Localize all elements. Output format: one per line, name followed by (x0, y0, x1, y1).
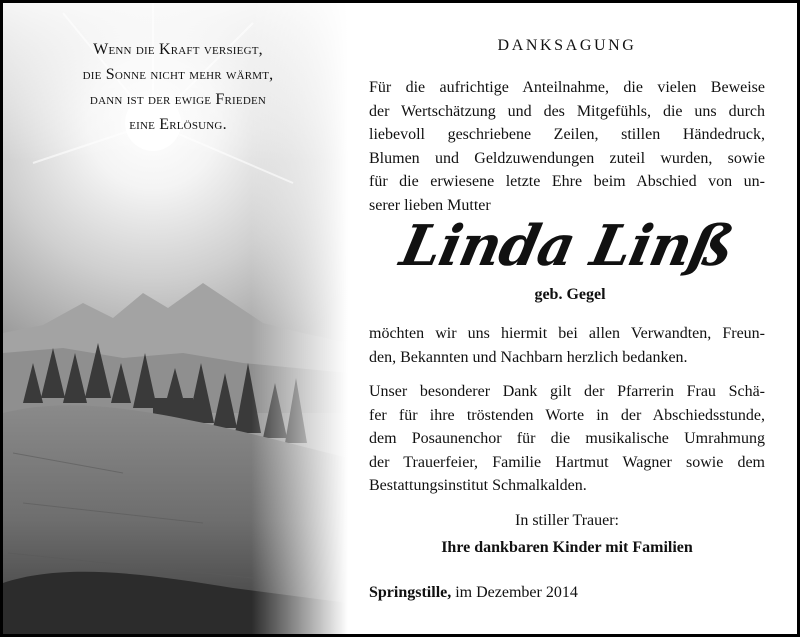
intro-line: für die erwiesene letzte Ehre beim Abschied von un- (369, 173, 765, 191)
notice-heading: DANKSAGUNG (497, 37, 637, 54)
poem-line: Wenn die Kraft versiegt, (93, 41, 263, 58)
deceased-name: Linda Linß (394, 213, 740, 279)
birth-name: geb. Gegel (534, 286, 606, 303)
notice-text (369, 3, 765, 634)
special-line: der Trauerfeier, Familie Hartmut Wagner sowie dem (369, 453, 765, 471)
place-date (369, 584, 765, 602)
landscape-photo-panel (3, 3, 348, 634)
poem (13, 37, 343, 137)
intro-line: serer lieben Mutter (369, 196, 491, 214)
mourning-line: In stiller Trauer: (515, 512, 619, 529)
intro-line: Für die aufrichtige Anteilnahme, die vielen Beweise (369, 79, 765, 96)
intro-line: Blumen und Geldzuwendungen zuteil wurden, sowie (369, 149, 765, 167)
intro-line: der Wertschätzung und des Mitgefühls, die uns durch (369, 102, 765, 120)
thanks-line: möchten wir uns hiermit bei allen Verwandten, Freun- (369, 325, 765, 342)
poem-line: die Sonne nicht mehr wärmt, (82, 66, 274, 83)
poem-line: eine Erlösung. (129, 116, 227, 133)
special-line: Unser besonderer Dank gilt der Pfarrerin Frau Schä- (369, 383, 765, 400)
date-text: im Dezember 2014 (455, 584, 578, 601)
intro-line: liebevoll geschriebene Zeilen, stillen Händedruck, (369, 126, 765, 144)
thanks-paragraph (369, 322, 765, 369)
special-line: Bestattungsinstitut Schmalkalden. (369, 477, 587, 495)
poem-line: dann ist der ewige Frieden (89, 91, 267, 108)
place-name: Springstille, (369, 584, 452, 601)
special-line: fer für ihre tröstenden Worte in der Abschiedsstunde, (369, 406, 765, 424)
special-line: dem Posaunenchor für die musikalische Umrahmung (369, 430, 765, 448)
special-thanks-paragraph (369, 380, 765, 498)
family-line: Ihre dankbaren Kinder mit Familien (441, 539, 693, 556)
intro-paragraph (369, 76, 765, 218)
thanks-line: den, Bekannten und Nachbarn herzlich bedanken. (369, 348, 688, 366)
